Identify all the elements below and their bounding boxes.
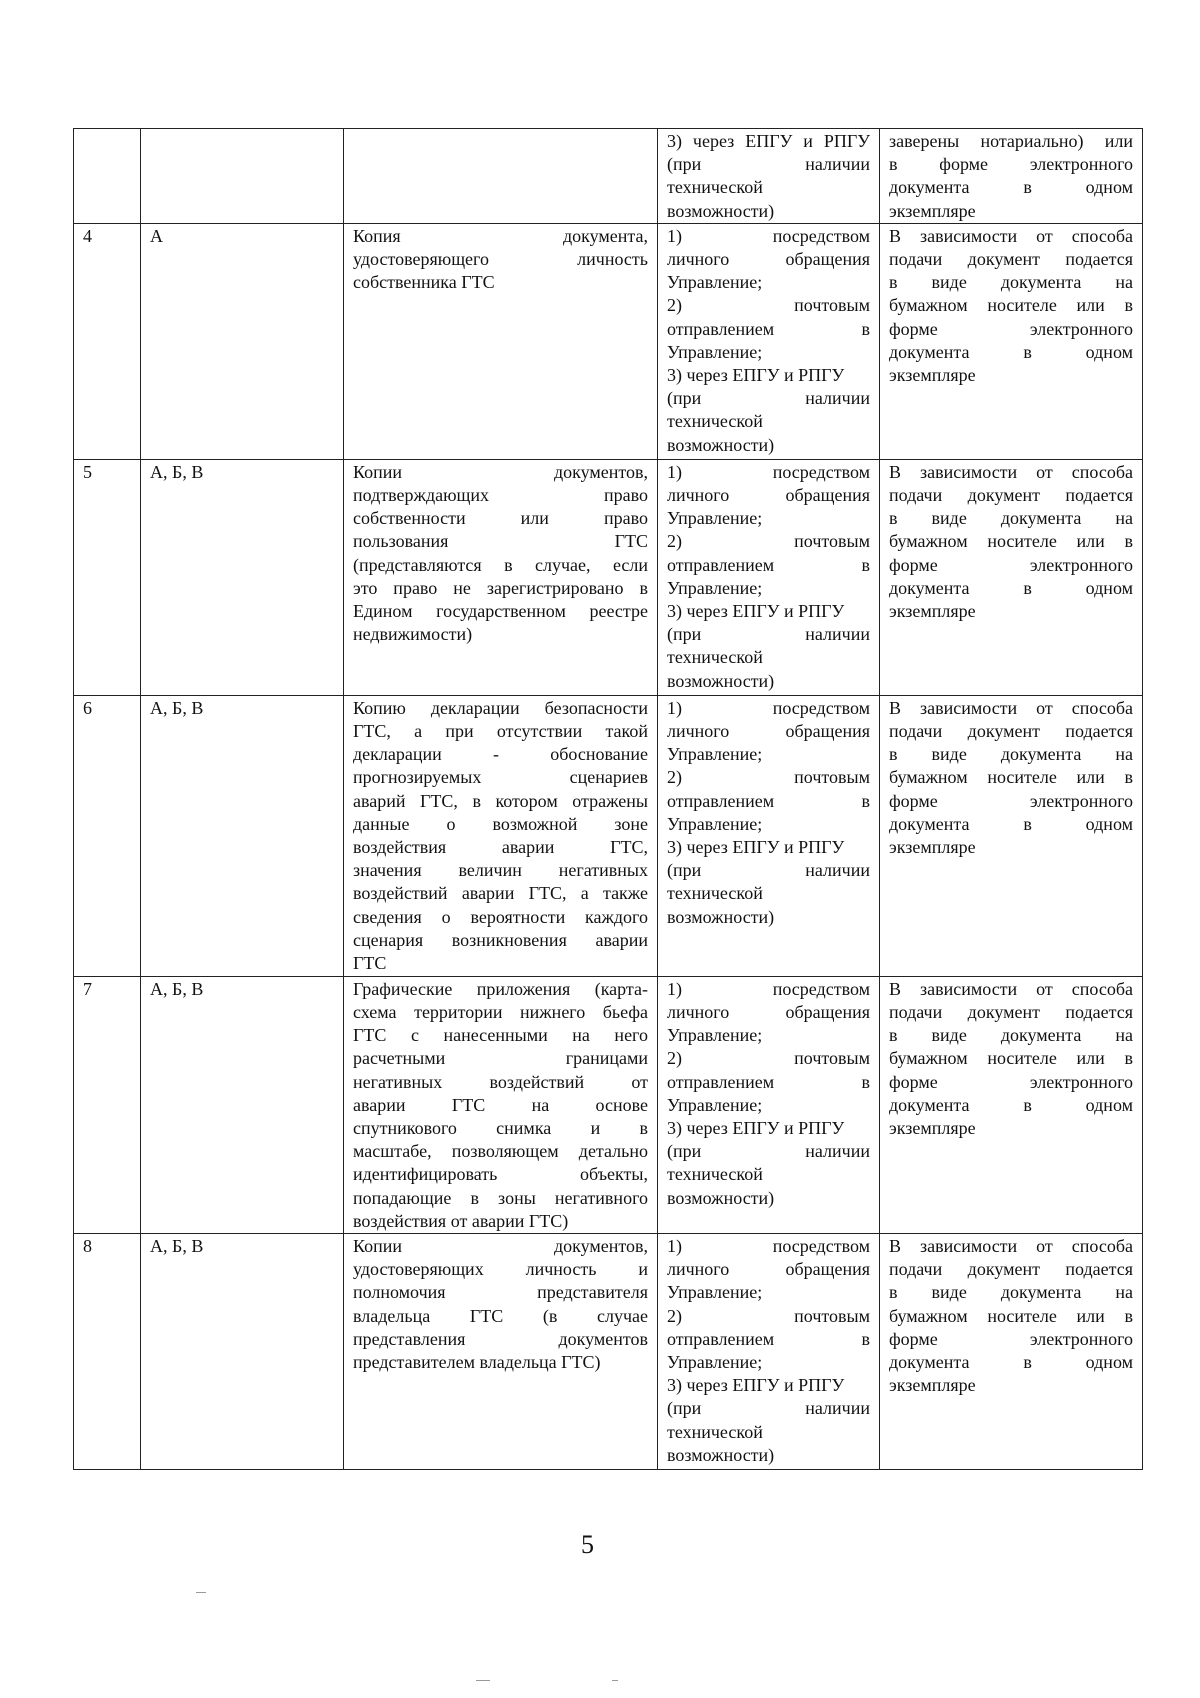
text-line: экземпляре [889, 365, 976, 386]
text-line: масштабе, позволяющем детально [353, 1141, 648, 1162]
text-line: собственника ГТС [353, 272, 495, 293]
text-line: Копии документов, [353, 461, 648, 482]
text-line: возможности) [667, 906, 775, 927]
text-line: попадающие в зоны негативного [353, 1187, 648, 1208]
text-line: возможности) [667, 434, 775, 455]
submission-form [880, 976, 1143, 1233]
applicant-category: А [141, 223, 344, 459]
text-line: форме электронного [889, 1328, 1133, 1349]
submission-method [658, 695, 880, 976]
document-name [344, 459, 658, 695]
text-line: сведения о вероятности каждого [353, 906, 648, 927]
text-line: личного обращения [667, 1259, 870, 1280]
text-line: представления документов [353, 1328, 648, 1349]
scan-artifact [612, 1680, 618, 1681]
text-line: документа в одном [889, 341, 1133, 362]
text-line: Управление; [667, 508, 763, 529]
documents-table [73, 128, 1143, 1470]
text-line: воздействия аварии ГТС, [353, 837, 648, 858]
text-line: 2) почтовым [667, 1305, 870, 1326]
document-name [344, 1234, 658, 1470]
row-number: 7 [74, 976, 141, 1233]
row-number: 8 [74, 1234, 141, 1470]
text-line: пользования ГТС [353, 531, 648, 552]
text-line: В зависимости от способа [889, 225, 1133, 246]
text-line: отправлением в [667, 790, 870, 811]
text-line: это право не зарегистрировано в [353, 577, 648, 598]
text-line: (при наличии [667, 154, 870, 175]
text-line: возможности) [667, 670, 775, 691]
row-number: 4 [74, 223, 141, 459]
text-line: документа в одном [889, 177, 1133, 198]
text-line: возможности) [667, 1444, 775, 1465]
text-line: (при наличии [667, 388, 870, 409]
text-line: 3) через ЕПГУ и РПГУ [667, 131, 870, 151]
text-line: 1) посредством [667, 1236, 870, 1257]
applicant-category: А, Б, В [141, 695, 344, 976]
text-line: отправлением в [667, 554, 870, 575]
applicant-category: А, Б, В [141, 1234, 344, 1470]
text-line: подачи документ подается [889, 485, 1133, 506]
text-line: ГТС с нанесенными на него [353, 1025, 648, 1046]
text-line: 1) посредством [667, 461, 870, 482]
text-line: личного обращения [667, 485, 870, 506]
text-line: форме электронного [889, 554, 1133, 575]
text-line: форме электронного [889, 318, 1133, 339]
text-line: технической [667, 647, 763, 668]
text-line: возможности) [667, 200, 775, 221]
text-line: представителем владельца ГТС) [353, 1352, 601, 1373]
text-line: данные о возможной зоне [353, 813, 648, 834]
text-line: технической [667, 883, 763, 904]
text-line: 2) почтовым [667, 295, 870, 316]
submission-method [658, 459, 880, 695]
text-line: бумажном носителе или в [889, 1305, 1133, 1326]
text-line: в виде документа на [889, 1025, 1133, 1046]
text-line: бумажном носителе или в [889, 1048, 1133, 1069]
text-line: Управление; [667, 1282, 763, 1303]
document-name [344, 976, 658, 1233]
text-line: документа в одном [889, 577, 1133, 598]
text-line: Управление; [667, 577, 763, 598]
text-line: идентифицировать объекты, [353, 1164, 648, 1185]
text-line: негативных воздействий от [353, 1071, 648, 1092]
text-line: личного обращения [667, 249, 870, 270]
text-line: технической [667, 1421, 763, 1442]
text-line: бумажном носителе или в [889, 767, 1133, 788]
text-line: отправлением в [667, 1328, 870, 1349]
text-line: 3) через ЕПГУ и РПГУ [667, 837, 845, 858]
text-line: подтверждающих право [353, 485, 648, 506]
text-line: в форме электронного [889, 154, 1133, 175]
text-line: удостоверяющих личность и [353, 1259, 648, 1280]
text-line: 3) через ЕПГУ и РПГУ [667, 365, 845, 386]
text-line: личного обращения [667, 721, 870, 742]
submission-form [880, 223, 1143, 459]
text-line: Графические приложения (карта- [353, 978, 648, 999]
text-line: (при наличии [667, 860, 870, 881]
text-line: подачи документ подается [889, 1259, 1133, 1280]
text-line: схема территории нижнего бьефа [353, 1002, 648, 1023]
text-line: расчетными границами [353, 1048, 648, 1069]
submission-form [880, 459, 1143, 695]
text-line: Копию декларации безопасности [353, 697, 648, 718]
text-line: 3) через ЕПГУ и РПГУ [667, 601, 845, 622]
text-line: прогнозируемых сценариев [353, 767, 648, 788]
document-name [344, 129, 658, 224]
row-number [74, 129, 141, 224]
row-number: 5 [74, 459, 141, 695]
text-line: Управление; [667, 272, 763, 293]
text-line: 1) посредством [667, 225, 870, 246]
text-line: Управление; [667, 341, 763, 362]
text-line: экземпляре [889, 601, 976, 622]
text-line: Копии документов, [353, 1236, 648, 1257]
text-line: Копия документа, [353, 225, 648, 246]
text-line: аварий ГТС, в котором отражены [353, 790, 648, 811]
text-line: экземпляре [889, 837, 976, 858]
submission-method [658, 976, 880, 1233]
page-number: 5 [581, 1530, 594, 1559]
text-line: Управление; [667, 1352, 763, 1373]
text-line: В зависимости от способа [889, 461, 1133, 482]
text-line: в виде документа на [889, 1282, 1133, 1303]
text-line: ГТС [353, 953, 387, 974]
text-line: 3) через ЕПГУ и РПГУ [667, 1118, 845, 1139]
text-line: удостоверяющего личность [353, 249, 648, 270]
text-line: подачи документ подается [889, 1002, 1133, 1023]
text-line: (при наличии [667, 624, 870, 645]
text-line: полномочия представителя [353, 1282, 648, 1303]
text-line: В зависимости от способа [889, 978, 1133, 999]
text-line: сценария возникновения аварии [353, 929, 648, 950]
table-row [74, 695, 1143, 976]
text-line: личного обращения [667, 1002, 870, 1023]
text-line: в виде документа на [889, 744, 1133, 765]
text-line: декларации - обоснование [353, 744, 648, 765]
text-line: технической [667, 411, 763, 432]
text-line: воздействия от аварии ГТС) [353, 1210, 569, 1231]
submission-method [658, 129, 880, 224]
submission-form [880, 695, 1143, 976]
text-line: Управление; [667, 744, 763, 765]
text-line: собственности или право [353, 508, 648, 529]
table-row [74, 459, 1143, 695]
applicant-category: А, Б, В [141, 459, 344, 695]
text-line: аварии ГТС на основе [353, 1094, 648, 1115]
text-line: В зависимости от способа [889, 1236, 1133, 1257]
document-name [344, 695, 658, 976]
text-line: форме электронного [889, 1071, 1133, 1092]
text-line: документа в одном [889, 813, 1133, 834]
text-line: подачи документ подается [889, 721, 1133, 742]
submission-method [658, 223, 880, 459]
text-line: спутникового снимка и в [353, 1118, 648, 1139]
row-number: 6 [74, 695, 141, 976]
text-line: Едином государственном реестре [353, 601, 648, 622]
text-line: 1) посредством [667, 978, 870, 999]
text-line: возможности) [667, 1187, 775, 1208]
scan-artifact [476, 1680, 490, 1681]
text-line: заверены нотариально) или [889, 131, 1133, 151]
text-line: (представляются в случае, если [353, 554, 648, 575]
submission-method [658, 1234, 880, 1470]
text-line: (при наличии [667, 1398, 870, 1419]
text-line: 2) почтовым [667, 1048, 870, 1069]
text-line: документа в одном [889, 1352, 1133, 1373]
applicant-category: А, Б, В [141, 976, 344, 1233]
text-line: Управление; [667, 1025, 763, 1046]
text-line: документа в одном [889, 1094, 1133, 1115]
text-line: технической [667, 177, 763, 198]
text-line: В зависимости от способа [889, 697, 1133, 718]
text-line: недвижимости) [353, 624, 473, 645]
text-line: 2) почтовым [667, 531, 870, 552]
text-line: бумажном носителе или в [889, 531, 1133, 552]
text-line: подачи документ подается [889, 249, 1133, 270]
text-line: Управление; [667, 813, 763, 834]
text-line: (при наличии [667, 1141, 870, 1162]
document-name [344, 223, 658, 459]
table-row [74, 976, 1143, 1233]
text-line: воздействий аварии ГТС, а также [353, 883, 648, 904]
text-line: Управление; [667, 1094, 763, 1115]
submission-form [880, 129, 1143, 224]
text-line: значения величин негативных [353, 860, 648, 881]
text-line: бумажном носителе или в [889, 295, 1133, 316]
table-row [74, 1234, 1143, 1470]
scan-artifact [196, 1592, 206, 1593]
text-line: отправлением в [667, 1071, 870, 1092]
text-line: 3) через ЕПГУ и РПГУ [667, 1375, 845, 1396]
text-line: экземпляре [889, 1118, 976, 1139]
text-line: экземпляре [889, 200, 976, 221]
text-line: форме электронного [889, 790, 1133, 811]
text-line: отправлением в [667, 318, 870, 339]
text-line: 1) посредством [667, 697, 870, 718]
applicant-category [141, 129, 344, 224]
text-line: ГТС, а при отсутствии такой [353, 721, 648, 742]
text-line: экземпляре [889, 1375, 976, 1396]
text-line: технической [667, 1164, 763, 1185]
table-row [74, 129, 1143, 224]
text-line: в виде документа на [889, 508, 1133, 529]
submission-form [880, 1234, 1143, 1470]
text-line: в виде документа на [889, 272, 1133, 293]
table-row [74, 223, 1143, 459]
text-line: 2) почтовым [667, 767, 870, 788]
text-line: владельца ГТС (в случае [353, 1305, 648, 1326]
